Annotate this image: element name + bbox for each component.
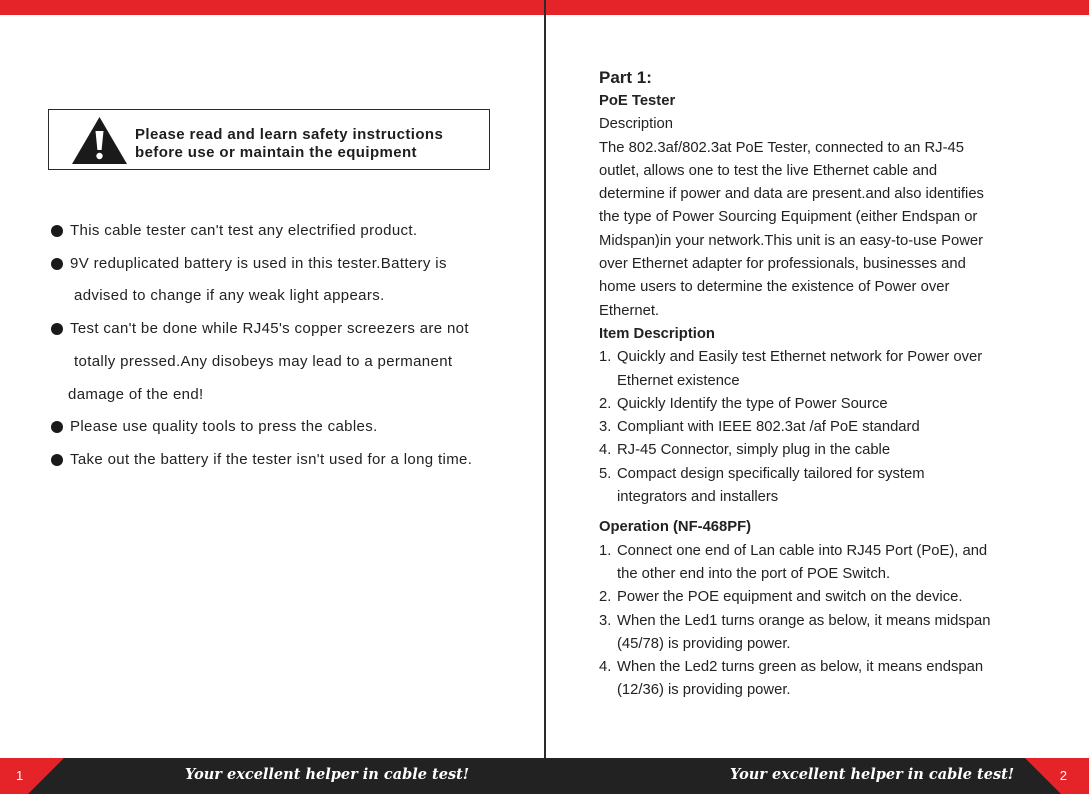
item-text-continued: integrators and installers [617, 489, 779, 506]
step-text-continued: the other end into the port of POE Switch. [617, 565, 891, 582]
description-line: Ethernet. [599, 302, 660, 319]
description-line: Midspan)in your network.This unit is an easy-to-use Power [599, 232, 984, 249]
item-description-entry [599, 416, 1059, 439]
safety-warning-line-2: before use or maintain the equipment [135, 144, 417, 161]
step-text-continued: (45/78) is providing power. [617, 635, 791, 652]
part-title: Part 1: [599, 68, 652, 87]
bullet-dot-icon [51, 225, 63, 237]
bullet-line: totally pressed.Any disobeys may lead to a permanent [74, 352, 453, 370]
bullet-line: Please use quality tools to press the cables. [70, 418, 378, 436]
bullet-line: 9V reduplicated battery is used in this tester.Battery is [70, 254, 447, 272]
operation-step [599, 610, 1059, 633]
step-text: Power the POE equipment and switch on the device. [617, 589, 963, 606]
operation-step [599, 656, 1059, 679]
step-number: 4. [599, 659, 612, 676]
bullet-item [48, 248, 528, 313]
page-number-left: 1 [16, 768, 24, 783]
item-text: Compliant with IEEE 802.3at /af PoE standard [617, 419, 920, 436]
item-number: 2. [599, 395, 612, 412]
top-accent-bar-left [0, 0, 544, 15]
item-number: 3. [599, 419, 612, 436]
step-text-continued: (12/36) is providing power. [617, 682, 791, 699]
item-number: 1. [599, 349, 612, 366]
bullet-item [48, 313, 528, 411]
product-title: PoE Tester [599, 93, 676, 109]
operation-heading: Operation (NF-468PF) [599, 519, 752, 536]
step-text: When the Led1 turns orange as below, it means midspan [617, 612, 991, 629]
description-line: The 802.3af/802.3at PoE Tester, connected to an RJ-45 [599, 139, 964, 156]
step-text: When the Led2 turns green as below, it means endspan [617, 659, 984, 676]
safety-warning-box [48, 109, 490, 170]
bullet-line: advised to change if any weak light appears. [74, 287, 385, 305]
step-text: Connect one end of Lan cable into RJ45 Port (PoE), and [617, 542, 988, 559]
item-description-entry [599, 463, 1059, 486]
step-number: 2. [599, 589, 612, 606]
footer-bar [0, 758, 1089, 794]
bullet-line: Test can't be done while RJ45's copper screezers are not [70, 320, 469, 338]
safety-warning-text [135, 126, 443, 162]
operation-step [599, 586, 1059, 609]
right-page-content [599, 67, 1059, 703]
bullet-dot-icon [51, 454, 63, 466]
description-line: home users to determine the existence of Power over [599, 279, 950, 296]
bullet-line: This cable tester can't test any electrified product. [70, 222, 418, 239]
description-line: determine if power and data are present.and also identifies [599, 186, 984, 203]
top-accent-bar-right [546, 0, 1089, 15]
operation-step [599, 540, 1059, 563]
bullet-line: damage of the end! [68, 385, 204, 403]
item-text: Quickly and Easily test Ethernet network for Power over [617, 349, 983, 366]
safety-bullet-list [48, 215, 528, 477]
bullet-item [48, 411, 528, 444]
item-description-entry [599, 393, 1059, 416]
item-description-entry [599, 346, 1059, 369]
exclamation-triangle-icon [71, 116, 128, 165]
bullet-dot-icon [51, 258, 63, 270]
footer-accent-left-slant [28, 758, 64, 794]
description-heading: Description [599, 116, 674, 133]
page-divider [544, 0, 546, 758]
item-text: Quickly Identify the type of Power Source [617, 395, 888, 412]
footer-tagline-right: Your excellent helper in cable test! [730, 766, 1015, 783]
item-text: RJ-45 Connector, simply plug in the cable [617, 442, 891, 459]
footer-accent-right-slant [1025, 758, 1061, 794]
item-description-heading: Item Description [599, 325, 715, 342]
safety-warning-line-1: Please read and learn safety instructions [135, 126, 444, 143]
description-line: over Ethernet adapter for professionals, businesses and [599, 256, 966, 273]
page-number-right: 2 [1059, 768, 1067, 783]
description-line: the type of Power Sourcing Equipment (either Endspan or [599, 209, 978, 226]
footer-accent-left [0, 758, 28, 794]
item-number: 4. [599, 442, 612, 459]
bullet-line: Take out the battery if the tester isn't used for a long time. [70, 450, 473, 468]
step-number: 1. [599, 542, 612, 559]
step-number: 3. [599, 612, 612, 629]
item-text: Compact design specifically tailored for system [617, 465, 925, 482]
description-line: outlet, allows one to test the live Ethernet cable and [599, 162, 938, 179]
item-number: 5. [599, 465, 612, 482]
bullet-dot-icon [51, 323, 63, 335]
item-description-entry [599, 439, 1059, 462]
bullet-item [48, 444, 528, 477]
bullet-item [48, 215, 528, 248]
footer-tagline-left: Your excellent helper in cable test! [185, 766, 470, 783]
item-text-continued: Ethernet existence [617, 372, 740, 389]
